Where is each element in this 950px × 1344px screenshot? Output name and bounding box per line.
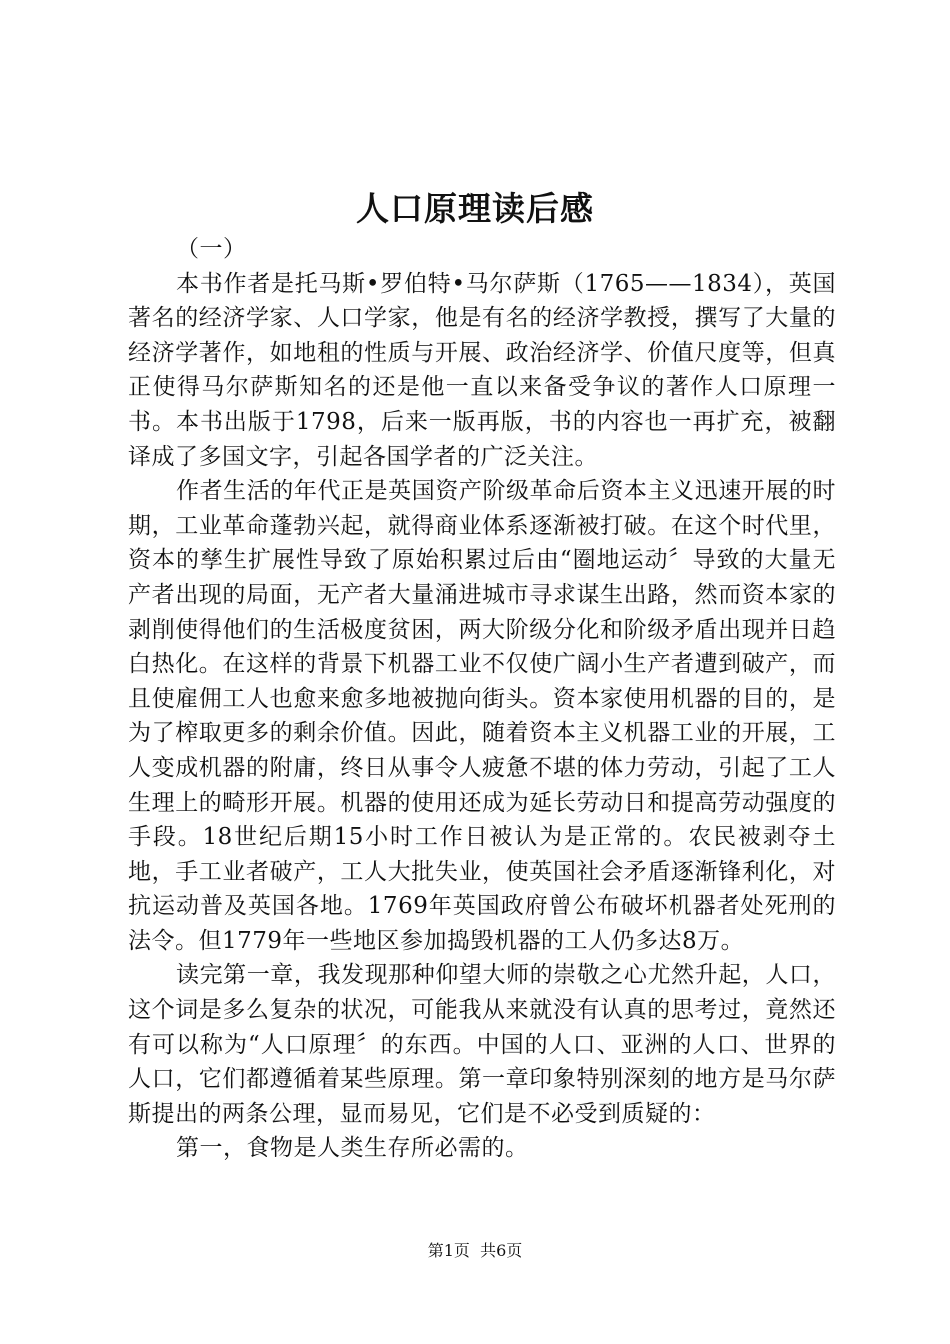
document-body [128, 232, 836, 1166]
paragraph-author-intro: 本书作者是托马斯•罗伯特•马尔萨斯（1765——1834），英国著名的经济学家、人口学家，他是有名的经济学教授，撰写了大量的经济学著作，如地租的性质与开展、政治经济学、价值尺度等，但真正使得马尔萨斯知名的还是他一直以来备受争议的著作人口原理一书。本书出版于1798，后来一版再版，书的内容也一再扩充，被翻译成了多国文字，引起各国学者的广泛关注。 [128, 270, 836, 470]
paragraph-historical-background: 作者生活的年代正是英国资产阶级革命后资本主义迅速开展的时期，工业革命蓬勃兴起，就得商业体系逐渐被打破。在这个时代里，资本的孳生扩展性导致了原始积累过后由“圈地运动〞导致的大量无产者出现的局面，无产者大量涌进城市寻求谋生出路，然而资本家的剥削使得他们的生活极度贫困，两大阶级分化和阶级矛盾出现并日趋白热化。在这样的背景下机器工业不仅使广阔小生产者遭到破产，而且使雇佣工人也愈来愈多地被抛向街头。资本家使用机器的目的，是为了榨取更多的剩余价值。因此，随着资本主义机器工业的开展，工人变成机器的附庸，终日从事令人疲惫不堪的体力劳动，引起了工人生理上的畸形开展。机器的使用还成为延长劳动日和提高劳动强度的手段。18世纪后期15小时工作日被认为是正常的。农民被剥夺土地，手工业者破产，工人大批失业，使英国社会矛盾逐渐锋利化，对抗运动普及英国各地。1769年英国政府曾公布破坏机器者处死刑的法令。但1779年一些地区参加捣毁机器的工人仍多达8万。 [128, 478, 836, 954]
paragraph-first-axiom: 第一，食物是人类生存所必需的。 [176, 1135, 529, 1162]
section-number: （一） [176, 236, 247, 262]
document-title: 人口原理读后感 [356, 189, 594, 228]
page-footer [0, 1240, 950, 1262]
paragraph-chapter-one: 读完第一章，我发现那种仰望大师的崇敬之心尤然升起，人口，这个词是多么复杂的状况，可能我从来就没有认真的思考过，竟然还有可以称为“人口原理〞的东西。中国的人口、亚洲的人口、世界的人口，它们都遵循着某些原理。第一章印象特别深刻的地方是马尔萨斯提出的两条公理，显而易见，它们是不必受到质疑的： [128, 962, 836, 1127]
page-number-label: 第1页 共6页 [427, 1241, 523, 1260]
